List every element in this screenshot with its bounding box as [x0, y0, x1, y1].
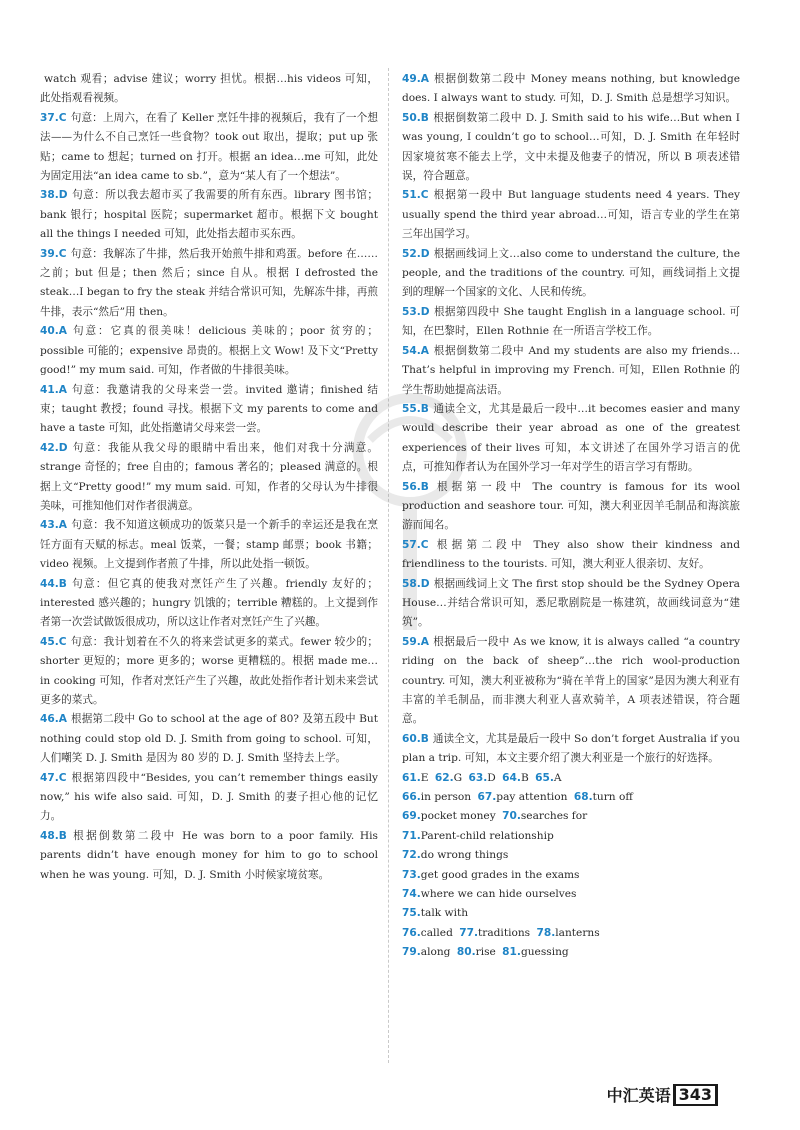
answer-entry-57: 57.C 根据第二段中 They also show their kindness and friendliness to the tourists. 可知，澳大利亚人很亲切、友好。	[402, 538, 740, 571]
answer-entry-47: 47.C 根据第四段中“Besides, you can’t remember things easily now,” his wife also said. 可知，D. J. Smith 的妻子担心他的记忆力。	[40, 771, 378, 823]
answer-entry-48: 48.B 根据倒数第二段中 He was born to a poor family. His parents didn’t have enough money for him to go to school when he was young. 可知，D. J. Smith 小时候家境贫寒。	[40, 829, 378, 881]
short-answer-row: 71.Parent-child relationship	[402, 829, 554, 842]
answer-entry-60: 60.B 通读全文，尤其是最后一段中 So don’t forget Australia if you plan a trip. 可知，本文主要介绍了澳大利亚是一个旅行的好选择。	[402, 732, 740, 765]
answer-entry-56: 56.B 根据第一段中 The country is famous for its wool production and seashore tour. 可知，澳大利亚因羊毛制品和海滨旅游而闻名。	[402, 480, 740, 532]
answer-entry-54: 54.A 根据倒数第二段中 And my students are also my friends…That’s helpful in improving my French. 可知，Ellen Rothnie 的学生帮助她提高法语。	[402, 344, 740, 396]
column-divider	[388, 68, 389, 1063]
right-column	[402, 70, 740, 963]
short-answer-row: 69.pocket money 70.searches for	[402, 810, 588, 823]
answer-entry-45: 45.C 句意：我计划着在不久的将来尝试更多的菜式。fewer 较少的；shorter 更短的；more 更多的；worse 更糟糕的。根据 made me…in cooking 可知，作者对烹饪产生了兴趣，故此处指作者计划未来尝试更多的菜式。	[40, 635, 378, 706]
answer-entry-40: 40.A 句意：它真的很美味！delicious 美味的；poor 贫穷的；possible 可能的；expensive 昂贵的。根据上文 Wow! 及下文“Pretty good!” my mum said. 可知，作者做的牛排很美味。	[40, 325, 378, 377]
short-answer-row: 73.get good grades in the exams	[402, 868, 580, 881]
answer-entry-49: 49.A 根据倒数第二段中 Money means nothing, but knowledge does. I always want to study. 可知，D. J. Smith 总是想学习知识。	[402, 73, 740, 105]
answer-entry-37: 37.C 句意：上周六，在看了 Keller 烹饪牛排的视频后，我有了一个想法——为什么不自己烹饪一些食物？took out 取出，提取；put up 张贴；came to 想起；turned on 打开。根据 an idea…me 可知，此处为固定用法“an idea came to sb.”，意为“某人有了一个想法”。	[40, 111, 378, 183]
answer-entry-58: 58.D 根据画线词上文 The first stop should be the Sydney Opera House…并结合常识可知，悉尼歌剧院是一栋建筑，故画线词意为“建筑”。	[402, 577, 740, 629]
short-answer-row: 61.E 62.G 63.D 64.B 65.A	[402, 771, 562, 784]
page-footer	[607, 1083, 718, 1106]
short-answer-row: 76.called 77.traditions 78.lanterns	[402, 926, 600, 939]
short-answer-row: 74.where we can hide ourselves	[402, 888, 577, 901]
answer-entry-46: 46.A 根据第二段中 Go to school at the age of 80? 及第五段中 But nothing could stop old D. J. Smith from going to school. 可知，人们嘲笑 D. J. Smith 是因为 80 岁的 D. J. Smith 坚持去上学。	[40, 713, 378, 765]
answer-entry-41: 41.A 句意：我邀请我的父母来尝一尝。invited 邀请；finished 结束；taught 教授；found 寻找。根据下文 my parents to come and have a taste 可知，此处指邀请父母来尝一尝。	[40, 383, 378, 435]
answer-entry-59: 59.A 根据最后一段中 As we know, it is always called “a country riding on the back of sheep”…the rich wool-production country. 可知，澳大利亚被称为“骑在羊背上的国家”是因为澳大利亚有丰富的羊毛制品，而非澳大利亚人喜欢骑羊，A 项表述错误，符合题意。	[402, 635, 740, 726]
answer-entry-43: 43.A 句意：我不知道这顿成功的饭菜只是一个新手的幸运还是我在烹饪方面有天赋的标志。meal 饭菜，一餐；stamp 邮票；book 书籍；video 视频。上文提到作者煎了牛排，所以此处指一顿饭。	[40, 519, 378, 571]
left-column	[40, 70, 378, 885]
short-answer-row: 75.talk with	[402, 907, 469, 920]
answer-entry-50: 50.B 根据倒数第二段中 D. J. Smith said to his wife…But when I was young, I couldn’t go to school…可知，D. J. Smith 在年轻时因家境贫寒不能去上学，文中未提及他妻子的情况，所以 B 项表述错误，符合题意。	[402, 111, 740, 183]
answer-entry-51: 51.C 根据第一段中 But language students need 4 years. They usually spend the third year abroad…可知，语言专业的学生在第三年出国学习。	[402, 189, 740, 241]
footer-title: 中汇英语	[606, 1086, 671, 1105]
answer-entry-42: 42.D 句意：我能从我父母的眼睛中看出来，他们对我十分满意。strange 奇怪的；free 自由的；famous 著名的；pleased 满意的。根据上文“Pretty good!” my mum said. 可知，作者的父母认为牛排很美味，可推知他们对作者很满意。	[40, 441, 378, 512]
answer-entry-55: 55.B 通读全文，尤其是最后一段中…it becomes easier and many would describe their year abroad as one of the greatest experiences of their lives 可知，本文讲述了在国外学习语言的优点，可推知作者认为在国外学习一年对学生的语言学习有帮助。	[402, 402, 740, 474]
short-answer-row: 66.in person 67.pay attention 68.turn off	[402, 791, 633, 804]
answer-entry: watch 观看；advise 建议；worry 担忧。根据…his videos 可知，此处指观看视频。	[40, 73, 378, 105]
page-number: 343	[673, 1084, 718, 1106]
answer-entry-52: 52.D 根据画线词上文…also come to understand the culture, the people, and the traditions of the country. 可知，画线词指上文提到的理解一个国家的文化、人民和传统。	[402, 247, 740, 299]
answer-entry-44: 44.B 句意：但它真的使我对烹饪产生了兴趣。friendly 友好的；interested 感兴趣的；hungry 饥饿的；terrible 糟糕的。上文提到作者第一次尝试做饭很成功，所以这让作者对烹饪产生了兴趣。	[40, 577, 378, 629]
answer-entry-39: 39.C 句意：我解冻了牛排，然后我开始煎牛排和鸡蛋。before 在……之前；but 但是；then 然后；since 自从。根据 I defrosted the steak…I began to fry the steak 并结合常识可知，先解冻牛排，再煎牛排，表示“然后”用 then。	[40, 247, 378, 318]
short-answer-row: 79.along 80.rise 81.guessing	[402, 946, 569, 959]
answer-entry-53: 53.D 根据第四段中 She taught English in a language school. 可知，在巴黎时，Ellen Rothnie 在一所语言学校工作。	[402, 305, 740, 338]
short-answer-row: 72.do wrong things	[402, 849, 509, 862]
answer-entry-38: 38.D 句意：所以我去超市买了我需要的所有东西。library 图书馆；bank 银行；hospital 医院；supermarket 超市。根据下文 bought all the things I needed 可知，此处指去超市买东西。	[40, 189, 378, 241]
